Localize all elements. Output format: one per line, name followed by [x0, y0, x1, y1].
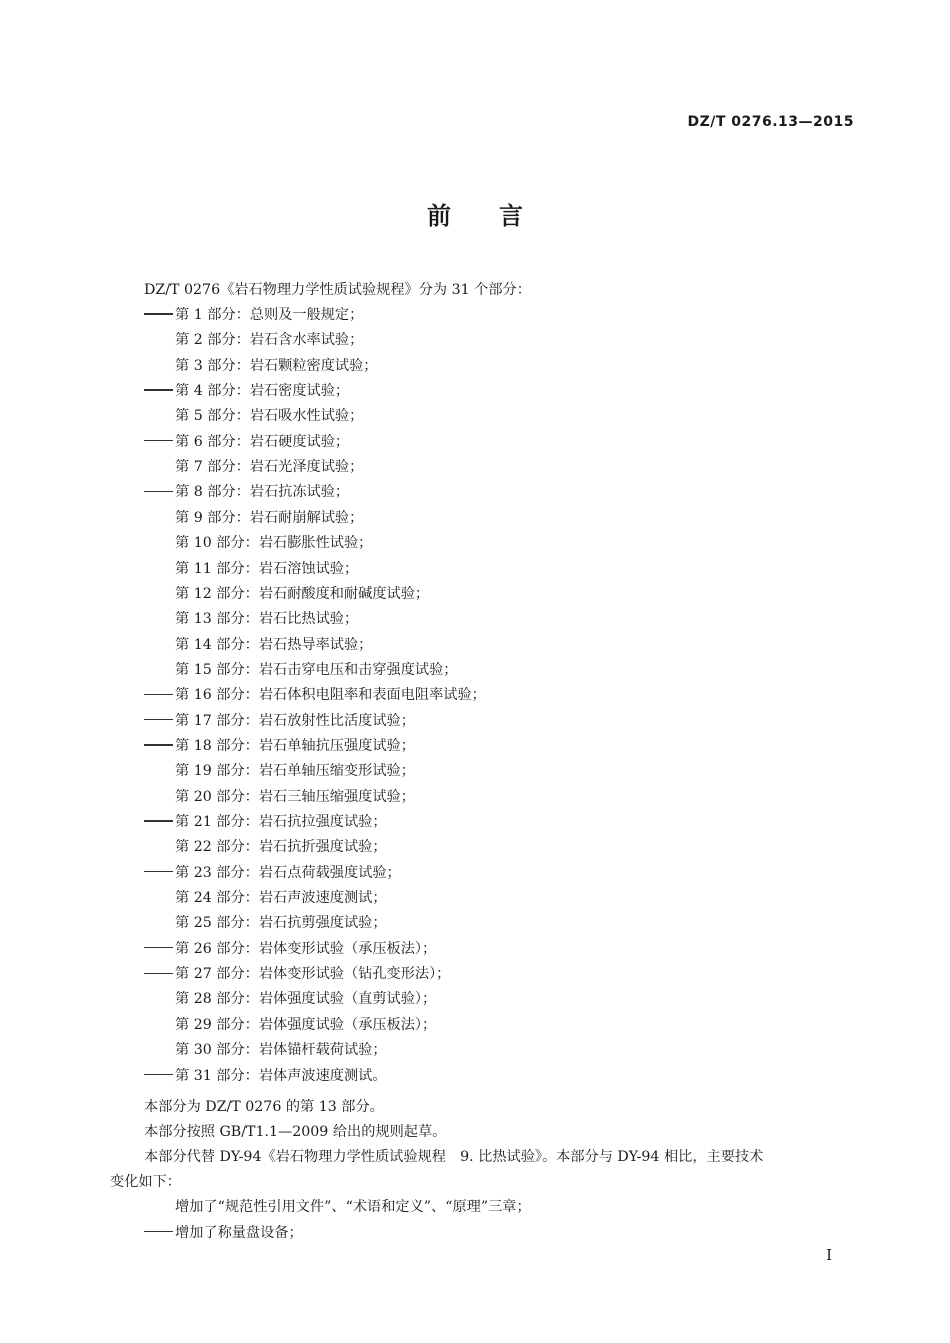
list-item	[144, 356, 378, 376]
list-item	[144, 787, 415, 807]
list-item-text: 第 18 部分：岩石单轴抗压强度试验；	[175, 737, 415, 754]
list-item	[144, 913, 387, 933]
em-dash-marker	[144, 482, 175, 502]
list-item-text: 第 15 部分：岩石击穿电压和击穿强度试验；	[175, 661, 458, 678]
em-dash-marker	[144, 1066, 175, 1086]
em-dash-marker	[144, 964, 175, 984]
em-dash-marker	[144, 863, 175, 883]
intro-paragraph: DZ/T 0276《岩石物理力学性质试验规程》分为 31 个部分：	[144, 282, 531, 298]
list-item-text: 第 7 部分：岩石光泽度试验；	[175, 459, 364, 476]
list-item-text: 第 2 部分：岩石含水率试验；	[175, 332, 364, 349]
em-dash-marker	[144, 305, 175, 325]
list-item	[144, 1197, 531, 1217]
list-item-text: 第 8 部分：岩石抗冻试验；	[175, 484, 350, 501]
list-item-text: 第 13 部分：岩石比热试验；	[175, 611, 359, 628]
list-item	[144, 964, 450, 984]
list-item-text: 第 27 部分：岩体变形试验（钻孔变形法）；	[175, 966, 451, 983]
list-item	[144, 482, 349, 502]
list-item-text: 第 23 部分：岩石点荷载强度试验；	[175, 864, 401, 881]
list-item	[144, 305, 363, 325]
em-dash-marker	[144, 432, 175, 452]
list-item	[144, 711, 415, 731]
list-item	[144, 837, 387, 857]
list-item	[144, 559, 358, 579]
list-item-text: 第 25 部分：岩石抗剪强度试验；	[175, 915, 387, 932]
list-item	[144, 1223, 303, 1243]
list-item	[144, 609, 358, 629]
page-number: I	[826, 1246, 832, 1264]
list-item-text: 第 28 部分：岩体强度试验（直剪试验）；	[175, 991, 437, 1008]
list-item	[144, 406, 363, 426]
list-item	[144, 330, 363, 350]
paragraph-drafting-rule: 本部分按照 GB/T1.1—2009 给出的规则起草。	[144, 1124, 447, 1140]
list-item-text: 第 11 部分：岩石溶蚀试验；	[175, 560, 359, 577]
list-item-text: 第 30 部分：岩体锚杆载荷试验；	[175, 1042, 387, 1059]
list-item-text: 第 20 部分：岩石三轴压缩强度试验；	[175, 788, 415, 805]
list-item	[144, 1066, 387, 1086]
list-item-text: 第 31 部分：岩体声波速度测试。	[175, 1067, 387, 1084]
paragraph-replacement-cont: 变化如下：	[110, 1174, 181, 1190]
list-item	[144, 381, 349, 401]
list-item-text: 第 3 部分：岩石颗粒密度试验；	[175, 357, 378, 374]
paragraph-part-number: 本部分为 DZ/T 0276 的第 13 部分。	[144, 1099, 384, 1115]
list-item	[144, 863, 401, 883]
em-dash-marker	[144, 711, 175, 731]
list-item-text: 第 1 部分：总则及一般规定；	[175, 307, 364, 323]
list-item-text: 第 19 部分：岩石单轴压缩变形试验；	[175, 763, 415, 780]
em-dash-marker	[144, 812, 175, 832]
list-item-text: 第 10 部分：岩石膨胀性试验；	[175, 535, 373, 552]
list-item-text: 第 16 部分：岩石体积电阻率和表面电阻率试验；	[175, 687, 486, 704]
list-item	[144, 1015, 436, 1035]
list-item	[144, 660, 457, 680]
list-item-text: 增加了称量盘设备；	[175, 1224, 303, 1241]
page-title: 前 言	[427, 202, 523, 230]
list-item	[144, 812, 387, 832]
list-item	[144, 939, 436, 959]
list-item-text: 第 22 部分：岩石抗折强度试验；	[175, 839, 387, 856]
list-item-text: 第 24 部分：岩石声波速度测试；	[175, 890, 387, 907]
list-item-text: 第 17 部分：岩石放射性比活度试验；	[175, 712, 415, 729]
list-item-text: 第 5 部分：岩石吸水性试验；	[175, 408, 364, 425]
em-dash-marker	[144, 381, 175, 401]
list-item	[144, 888, 387, 908]
list-item-text: 第 21 部分：岩石抗拉强度试验；	[175, 814, 387, 830]
list-item-text: 第 26 部分：岩体变形试验（承压板法）；	[175, 940, 437, 957]
list-item-text: 第 6 部分：岩石硬度试验；	[175, 433, 350, 450]
list-item	[144, 1040, 387, 1060]
paragraph-replacement: 本部分代替 DY-94《岩石物理力学性质试验规程 9. 比热试验》。本部分与 DY-94 相比，主要技术	[144, 1149, 764, 1165]
list-item	[144, 989, 436, 1009]
em-dash-marker	[144, 685, 175, 705]
em-dash-marker	[144, 736, 175, 756]
em-dash-marker	[144, 1223, 175, 1243]
list-item-text: 增加了“规范性引用文件”、“术语和定义”、“原理”三章；	[175, 1199, 531, 1215]
list-item-text: 第 12 部分：岩石耐酸度和耐碱度试验；	[175, 585, 430, 602]
list-item	[144, 736, 415, 756]
list-item	[144, 533, 372, 553]
list-item-text: 第 14 部分：岩石热导率试验；	[175, 636, 373, 653]
list-item	[144, 685, 486, 705]
list-item	[144, 508, 363, 528]
list-item	[144, 457, 363, 477]
list-item	[144, 635, 372, 655]
list-item	[144, 761, 415, 781]
list-item-text: 第 9 部分：岩石耐崩解试验；	[175, 509, 364, 526]
em-dash-marker	[144, 939, 175, 959]
document-code: DZ/T 0276.13—2015	[687, 114, 854, 130]
list-item	[144, 584, 429, 604]
list-item-text: 第 4 部分：岩石密度试验；	[175, 383, 350, 400]
list-item-text: 第 29 部分：岩体强度试验（承压板法）；	[175, 1016, 437, 1033]
list-item	[144, 432, 349, 452]
